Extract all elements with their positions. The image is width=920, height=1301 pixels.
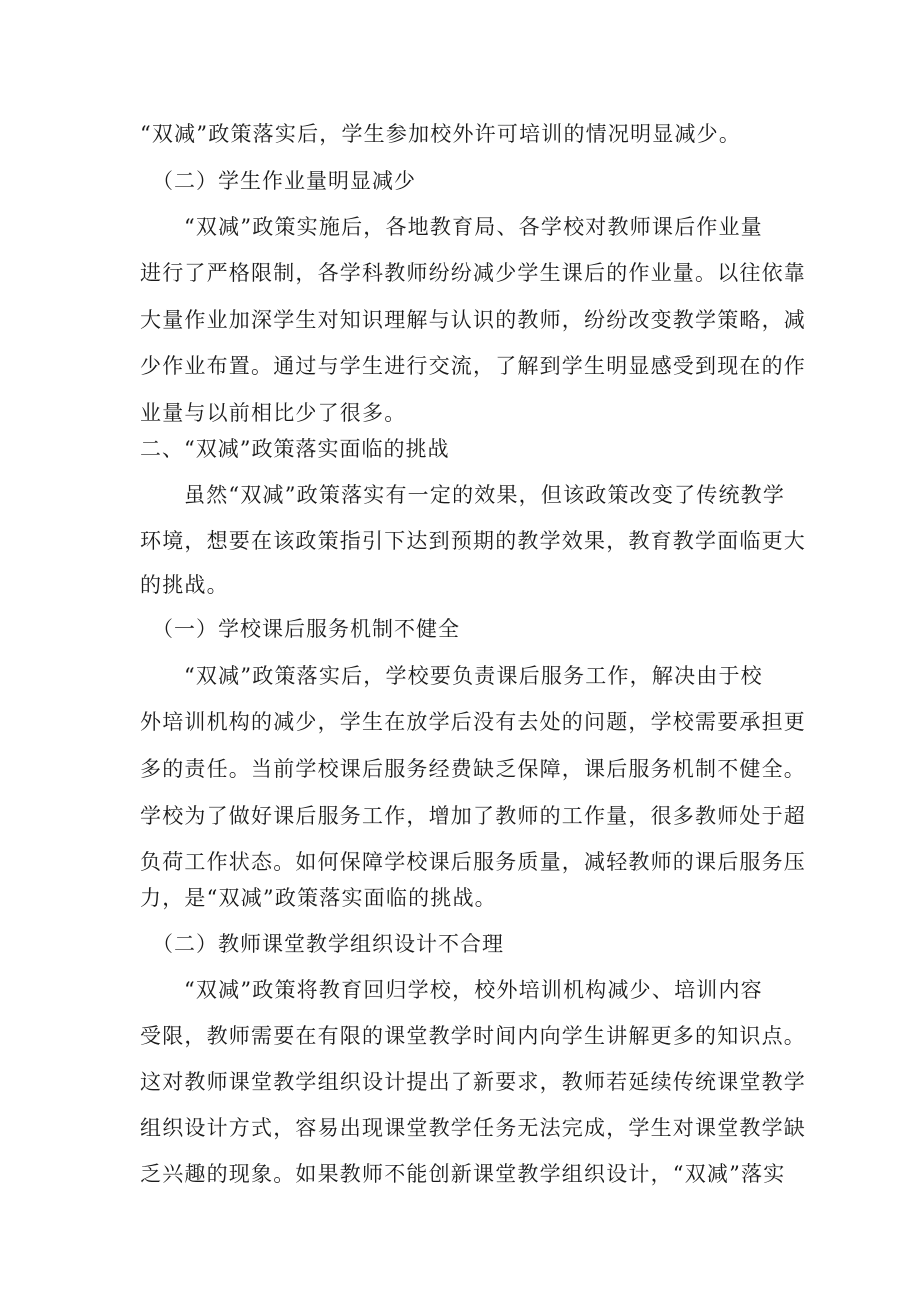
section-heading: （一）学校课后服务机制不健全 xyxy=(152,617,460,641)
paragraph-line: 这对教师课堂教学组织设计提出了新要求，教师若延续传统课堂教学 xyxy=(140,1070,806,1094)
paragraph-line: 学校为了做好课后服务工作，增加了教师的工作量，很多教师处于超 xyxy=(140,804,806,828)
paragraph-line: 业量与以前相比少了很多。 xyxy=(140,401,407,425)
paragraph-line: 环境，想要在该政策指引下达到预期的教学效果，教育教学面临更大 xyxy=(140,529,806,553)
paragraph-line: “双减”政策将教育回归学校，校外培训机构减少、培训内容 xyxy=(184,978,763,1002)
section-heading: （二）教师课堂教学组织设计不合理 xyxy=(152,932,504,956)
paragraph-line: 少作业布置。通过与学生进行交流，了解到学生明显感受到现在的作 xyxy=(140,354,806,378)
paragraph-line: “双减”政策落实后，学校要负责课后服务工作，解决由于校 xyxy=(184,664,763,688)
paragraph-line: “双减”政策实施后，各地教育局、各学校对教师课后作业量 xyxy=(184,215,763,239)
paragraph-line: 大量作业加深学生对知识理解与认识的教师，纷纷改变教学策略，减 xyxy=(140,308,806,332)
paragraph-line: 受限，教师需要在有限的课堂教学时间内向学生讲解更多的知识点。 xyxy=(140,1024,806,1048)
paragraph-line: 外培训机构的减少，学生在放学后没有去处的问题，学校需要承担更 xyxy=(140,710,806,734)
paragraph-line: 组织设计方式，容易出现课堂教学任务无法完成，学生对课堂教学缺 xyxy=(140,1116,806,1140)
paragraph-line: 多的责任。当前学校课后服务经费缺乏保障，课后服务机制不健全。 xyxy=(140,757,806,781)
paragraph-line: 虽然“双减”政策落实有一定的效果，但该政策改变了传统教学 xyxy=(184,483,786,507)
paragraph-line: 负荷工作状态。如何保障学校课后服务质量，减轻教师的课后服务压 xyxy=(140,850,806,874)
paragraph-line: 进行了严格限制，各学科教师纷纷减少学生课后的作业量。以往依靠 xyxy=(140,261,806,285)
paragraph-line: “双减”政策落实后，学生参加校外许可培训的情况明显减少。 xyxy=(140,122,742,146)
chapter-heading: 二、“双减”政策落实面临的挑战 xyxy=(140,437,450,461)
paragraph-line: 乏兴趣的现象。如果教师不能创新课堂教学组织设计，“双减”落实 xyxy=(140,1162,786,1186)
paragraph-line: 力，是“双减”政策落实面临的挑战。 xyxy=(140,886,497,910)
paragraph-line: 的挑战。 xyxy=(140,573,229,597)
section-heading: （二）学生作业量明显减少 xyxy=(152,169,416,193)
